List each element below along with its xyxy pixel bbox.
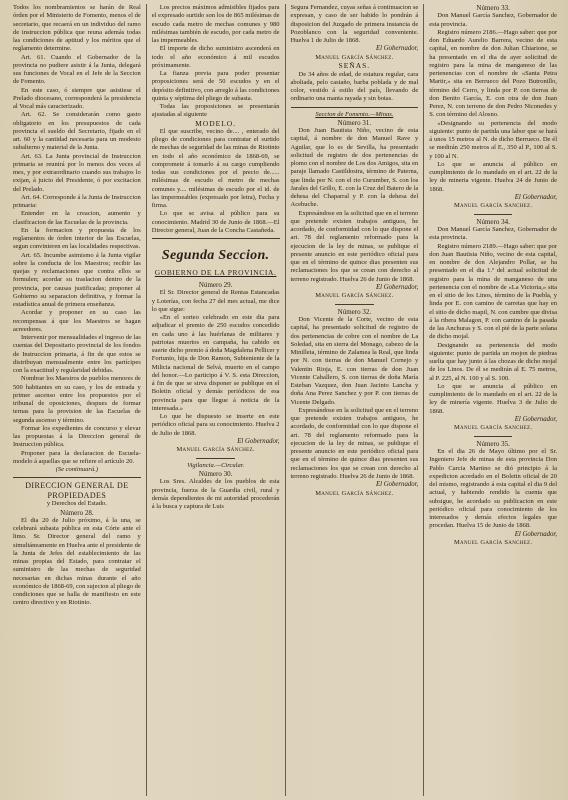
paragraph: El dia 20 de Julio próximo, á la una, se celebrará subasta pública en esta Córte ante el limo. Sr. Director general del ramo y simultáneamente en Huelva ante el presidente de la Junta de Jefes del establecimiento de las minas propias del Estado, para contratar el suministro de las mechas de seguridad necesarias en dichas minas durante el año económico de 1868-69, con sujecion al pliego de condiciones que se halla de manifiesto en este centro directivo y en Riotinto.	[13, 516, 141, 607]
signature-name: Manuel García Sánchez.	[315, 489, 394, 497]
paragraph: El importe de dicho suministro ascenderá en todo el año económico á mil escudos próximamente.	[151, 45, 280, 69]
paragraph: En este caso, ó siempre que asistiese el Prelado diocesano, corresponderá la presidencia al Vocal más caracterizado.	[13, 86, 141, 110]
item-number: Número 34.	[476, 217, 510, 226]
signature-title: El Gobernador,	[375, 283, 419, 291]
paragraph: «En el sorteo celebrado en este dia para adjudicar el premio de 250 escudos concedido en cada uno á las huérfanas de militares y patriotas muertos en campaña, ha cabido en suerte dicho premio á doña Magdalena Pellicer y Fortunio, hija de Don Ramon, Subteniente de la Milicia nacional de Selvá, muerto en el campo del honor.—Lo participo á V. S. esta Direccion, á fin de que se sirva disponer se publique en el Boletin oficial y demás periódicos de esa provincia para que llegue á noticia de la interesada.»	[151, 314, 280, 412]
section-heading: DIRECCION GENERAL DE PROPIEDADES	[25, 481, 129, 500]
item-number: Número 32.	[337, 307, 372, 316]
item-number: Número 30.	[198, 470, 233, 478]
item-number: Número 31.	[337, 118, 372, 127]
divider	[474, 436, 512, 437]
section-subheading: y Derechos del Estado.	[46, 500, 107, 508]
paragraph: Art. 61. Cuando el Gobernador de la provincia no pudiere asistir á la Junta, delegará sus funciones de Vocal en el Jefe de la Seccion de Fomento.	[13, 53, 141, 86]
paragraph: Art. 62. Se considerarán como gasto obligatorio en los presupuestos de cada provincia el sueldo del Secretario, fijado en el art. 60 y la cantidad necesaria para un modesto subalterno y material de la Junta.	[13, 111, 141, 152]
paragraph: Designando su pertenencia del modo siguiente: punto de partida un mojon de piedras suelta que hay junto á las chozas de dicho mojal de los Linos. De él se medirán al E. 75 metros, al P. 225, al N. 100 y al S. 100.	[429, 341, 557, 382]
divider	[291, 107, 419, 108]
paragraph: Intervenir por mensualidades el ingreso de las cuentas del Depositario provincial de los fondos de Instruccion primaria, á fin de que estos se distribuyan mensualmente entre los partícipes con la exactitud y regularidad debidas.	[13, 334, 141, 374]
item-number: Número 29.	[198, 281, 233, 289]
paragraph: La fianza previa para poder presentar proposiciones será de 50 escudos y en el depósito definitivo, con arreglo á las condiciones quinta y séptima del pliego de subasta.	[151, 70, 280, 102]
divider	[335, 304, 373, 305]
paragraph: El que suscribe, vecino de.... , enterado del pliego de condiciones para contratar el surtido de mechas de seguridad de las minas de Riotinto en todo el año económico de 1868-69, se compromete á tomarlo á su cargo cumpliendo todas sus condiciones por el precio de...... milésimas de escudo el metro de mechas comunes y.... milésimas de escudo por el id. de las impermeables (expresado por letra), Fecha y firma.	[151, 127, 280, 209]
signature-name: Manuel García Sánchez.	[176, 446, 255, 454]
paragraph: Art. 65. Incumbe asimismo á la Junta vigilar sobre la conducta de los Maestros; recibir las quejas y reclamaciones que contra ellos se formulen; acordar su traslacion dentro de la provincia, por causas justificadas; proponer al Gobierno su separacion definitiva, y formar la estadística anual de primera enseñanza.	[13, 251, 141, 308]
paragraph: Don Manuel García Sanchez, Gobernador de esta provincia.	[429, 12, 557, 28]
model-heading: MODELO.	[195, 118, 237, 128]
paragraph: De 34 años de edad, de estatura regular, cara aboliada, pelo castaño, barba poblada y de mal color, vestido á estilo del país, llevando de ordinario una manta rayada y sin botas.	[290, 70, 419, 103]
paragraph: «Designando su pertenencia del modo siguiente: punto de partida una labor que se hará á unos 15 metros al N. de dicho Berrueco. De él se medirán 250 metros al E., 350 al P., 100 al S. y 100 al N.	[429, 119, 557, 160]
senas-heading: SEÑAS.	[338, 61, 371, 71]
paragraph: En la formacion y propuesta de los reglamentos de órden interior de las Escuelas, segun convinieren en las localidades respectivas.	[13, 226, 141, 251]
signature-title: El Gobernador,	[514, 415, 557, 423]
paragraph: Lo que se avisa al público para su conocimiento. Madrid 30 de Junio de 1868.—El Director general, Juan de la Concha Castañeda.	[151, 210, 280, 234]
item-number: Número 35.	[476, 439, 510, 448]
divider	[474, 214, 512, 215]
paragraph: Lo que he dispuesto se inserte en este periódico oficial para su conocimiento. Huelva 2 de Julio de 1868.	[151, 413, 280, 437]
paragraph: Registro número 2186.—Hago saber: que por don Eduardo Aurelio Barrera, vecino de esta capital, en nombre de don Julian Chiarione, se ha presentado en el dia de ayer solicitud de registro para la mina de manganeso de las pertenencias con el nombre de «Santa Petra Martir,» sita en Berrueco del Pozo Butronillo, término del Cerro, y linda por P. con tierras de don Benito García, E. con otra de don Juan Perez, N. con terreno de don Pedro Niconedes y S. con término del Alosno.	[429, 28, 557, 119]
column-1	[8, 4, 147, 796]
signature-title: El Gobernador,	[375, 481, 419, 488]
paragraph: Don Juan Bautista Niño, vecino de esta capital, á nombre de don Manuel Rave y Aguilar, que lo es de Sevilla, ha presentado solicitud de registro de dos pertenencias de plomo con el nombre de Los dos Amigos, sita en paraje llamado Castildostra, término de Paterna, que linda por N. con el rio Curumber, S. con los Jarales del Grillo, E. con la Cruz del Batero de la dehesa del Chaparral y P. con la dehesa del Acebuche.	[290, 127, 419, 209]
paragraph: Don Manuel García Sanchez, Gobernador de esta provincia.	[429, 226, 557, 242]
continued-note: (Se continuará.)	[55, 466, 98, 473]
signature-name: Manuel García Sanchez.	[453, 202, 533, 210]
paragraph: Expresándose en la solicitud que en el terreno que pretende existen trabajos antiguos, he acordado, de conformidad con lo que dispone el art. 78 del reglamento reformado para la ejecucion de la ley de minas, se publique el presente anuncio en este periódico oficial para que en el término de quince dias presenten sus reclamaciones los que se crean con derecho al terreno registrado. Huelva 26 de Junio de 1868.	[290, 406, 419, 480]
section-heading: Seccion de Fomento.—Minas.	[315, 110, 394, 118]
paragraph: Don Vicente de la Corte, vecino de esta capital, ha presentado solicitud de registro de dos pertenencias de cobre con el nombre de La Soledad, sita en sierra del Monago, cabezo de la Minilleta, término de Zalamea la Real, que linda por N. con tierras de don Manuel Cornejo y Valentin Rioja, E. con tierras de don Juan Vicente Caballero, S. con tierras de doña María Esteban Vazquez, don Juan Jacinto Lancha y doña Ana Perez Sanchez y por P. con tierras de Vicente Delgado.	[290, 316, 419, 406]
paragraph: En el dia 26 de Mayo último por el Sr. Ingeniero Jefe de minas de esta provincia Don Pablo Carcia Martino se dió principio á la expedicion acordado en el Boletin oficial de 20 del mismo, registrando á esta capital el dia 9 del actual, y habiendo rendido la cuenta que subsigue, he acordado su publicacion en este periódico oficial para conocimiento de los interesados y demás efectos legales que procedan. Huelva 15 de Junio de 1868.	[429, 448, 557, 530]
paragraph: Acordar y proponer en su caso las recompensas á que los Maestros se hagan acreedores.	[13, 309, 141, 333]
paragraph: Segura Fernandez, cuyas señas á continuacion se expresan, y caso de ser habido lo pondrán á disposicion del Juzgado de primera instancia de Pozoblanco con la seguridad conveniente. Huelva 1 de Julio de 1868.	[290, 4, 419, 44]
paragraph: Todas las proposiciones se presentarán ajustadas al siguiente	[151, 103, 280, 119]
paragraph: Expresándose en la solicitud que en el terreno que pretende existen trabajos antiguos, he acordado, de conformidad con lo que dispone el art. 78 del reglamento reformado para la ejecucion de la ley de minas, se publique el presente anuncio en este periódico oficial para que en el término de quince dias presenten sus reclamaciones los que se crean con derecho al terreno registrado. Huelva 26 de Junio de 1868.	[290, 209, 419, 283]
column-2	[147, 4, 286, 796]
paragraph: El Sr. Director general de Rentas Estancadas y Loterías, con fecha 27 del mes actual, me dice lo que sigue:	[151, 289, 280, 313]
signature-name: Manuel García Sánchez.	[315, 53, 394, 61]
signature-title: El Gobernador,	[514, 193, 557, 201]
divider	[13, 477, 141, 478]
paragraph: Art. 64. Corresponde á la Junta de Instruccion primaria:	[13, 193, 141, 209]
signature-name: Manuel García Sanchez.	[453, 539, 533, 546]
signature-title: El Gobernador,	[237, 437, 280, 445]
signature-name: Manuel García Sánchez.	[315, 292, 394, 300]
section-title: Segunda Seccion.	[161, 248, 270, 263]
item-number: Número 28.	[60, 508, 94, 517]
column-4	[424, 4, 562, 796]
section-subtitle: GOBIERNO DE LA PROVINCIA.	[154, 268, 277, 277]
paragraph: Lo que se anuncia al público en cumplimiento de lo mandado en el art. 22 de la ley de mineria vigente. Huelva 24 de Junio de 1868.	[429, 160, 557, 193]
paragraph: Entender en la creacion, aumento y clasificacion de las Escuelas de la provincia.	[13, 210, 141, 226]
paragraph: Proponer para la declaracion de Escuela-modelo á aquellas que se refiere el artículo 20.	[13, 449, 141, 465]
signature-name: Manuel García Sanchez.	[453, 424, 533, 432]
paragraph: Los precios máximos admisibles fijados para el expresado surtido son los de 865 milésimas de escudo cada metro de mechas comunes y 980 milésimas también de escudo, por cada metro de las impermeables.	[151, 4, 280, 44]
paragraph: Formar los expedientes de concurso y elevar las propuestas á la Direccion general de Instruccion pública.	[13, 424, 141, 449]
paragraph: Los Sres. Alcaldes de los pueblos de esta provincia, fuerza de la Guardia civil, rural y demás dependientes de mi autoridad procederán á la busca y captura de Luis	[151, 478, 280, 510]
section-heading: Vigilancia.—Circular.	[187, 461, 245, 469]
signature-title: El Gobernador,	[514, 530, 557, 538]
divider	[152, 238, 280, 239]
item-number: Número 33.	[476, 4, 510, 12]
paragraph: Todos los nombramientos se harán de Real órden por el Ministerio de Fomento, menos el de secretario, que recaerá en un individuo del ramo de instruccion pública que reuna además todas las condiciones de aptitud y los méritos que el reglamento determine.	[13, 4, 141, 53]
column-3	[286, 4, 425, 796]
paragraph: Registro número 2189.—Hago saber: que por don Juan Bautista Niño, vecino de esta capital, en nombre de don Alejandro Pollar, se ha presentado en el dia 1.º del actual solicitud de registro para la mina de manganeso de una pertenencia con el nombre de «La Victoria,» sita en el sitio de los Linos, término de la Puebla, y linda por E. con camino de carretas que hay en el sitio de dicho mapil, N. con cumbre que divisa á la ribera Malagon, P. con camino de la pasada de las Anchuras y S. con el pié de la parte solana de dicho mojal.	[429, 242, 557, 341]
paragraph: Art. 63. La Junta provincial de Instruccion primaria se reunirá por lo menos dos veces al mes, y por extraordinario cuando sus trabajos lo exijan, á juicio del Presidente, ó por excitacion del Prelado.	[13, 152, 141, 193]
divider	[196, 458, 234, 459]
paragraph: Nombrar los Maestros de pueblos menores de 500 habitantes en su caso, y los de entrada y primer ascenso entre los propuestos por el tribunal de oposiciones, despues de formar ternas para la provision de las Escuelas de segunda ascenso y término.	[13, 375, 141, 424]
signature-title: El Gobernador,	[375, 45, 419, 53]
paragraph: Lo que se anuncia al público en cumplimiento de lo mandado en el art. 22 de la ley de minería vigente. Huelva 3 de Julio de 1868.	[429, 382, 557, 415]
